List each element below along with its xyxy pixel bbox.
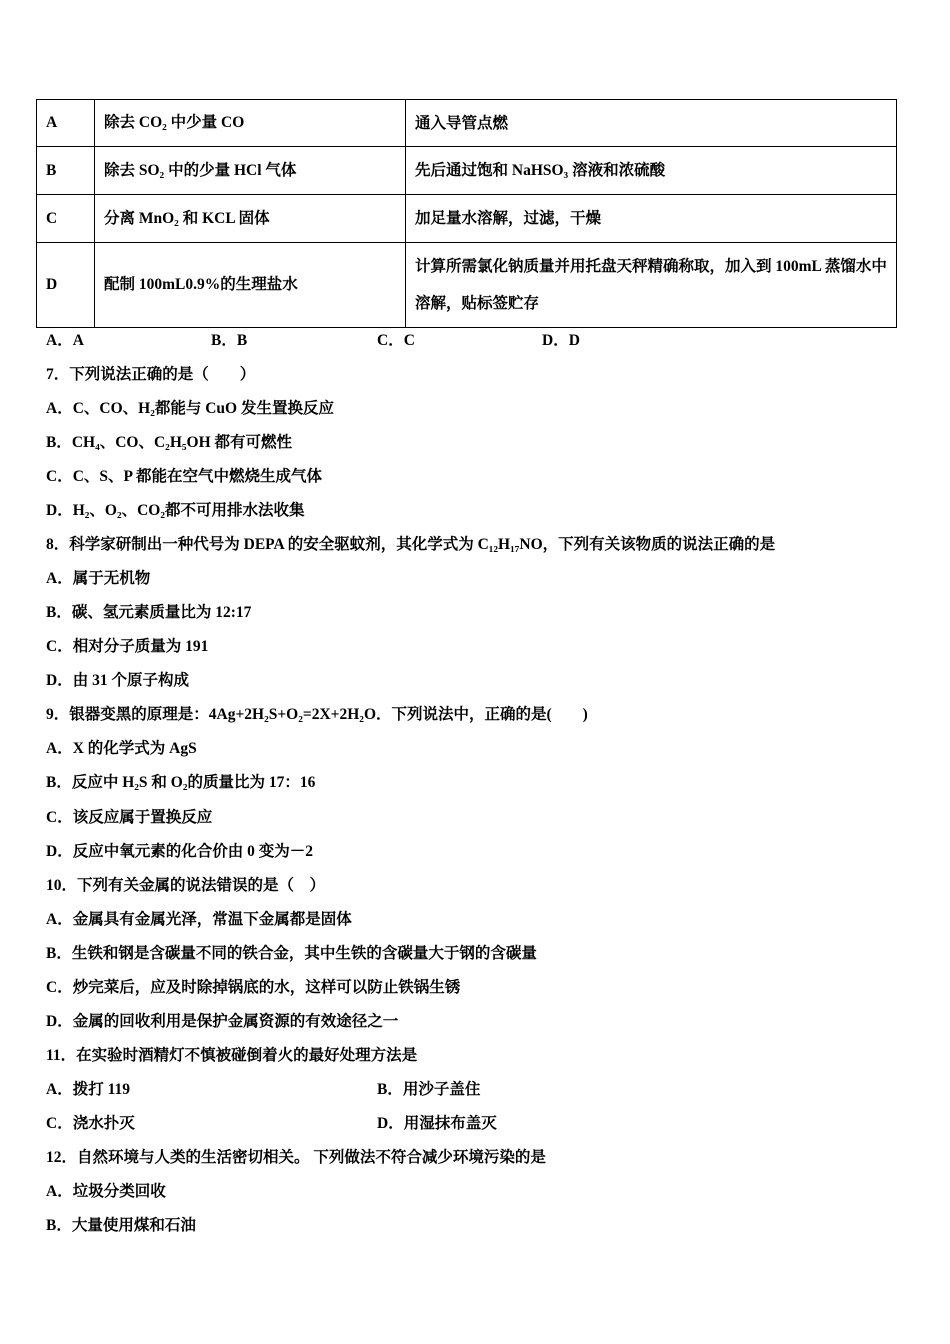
q7-option-d: D．H₂、O₂、CO₂都不可用排水法收集: [46, 502, 305, 519]
row-key: B: [37, 147, 95, 195]
row-method: 通入导管点燃: [406, 100, 897, 147]
row-purpose: 除去 CO₂ 中少量 CO: [95, 100, 406, 147]
q6-option-c: C．C: [377, 332, 415, 349]
q9-option-d: D．反应中氧元素的化合价由 0 变为－2: [46, 843, 313, 860]
q11-stem: 11．在实验时酒精灯不慎被碰倒着火的最好处理方法是: [46, 1047, 418, 1064]
q11-option-a: A．拨打 119: [46, 1081, 130, 1098]
row-purpose: 分离 MnO₂ 和 KCL 固体: [95, 195, 406, 243]
row-key: A: [37, 100, 95, 147]
row-key: C: [37, 195, 95, 243]
row-key: D: [37, 243, 95, 328]
q10-option-b: B．生铁和钢是含碳量不同的铁合金，其中生铁的含碳量大于钢的含碳量: [46, 945, 537, 962]
q12-option-b: B．大量使用煤和石油: [46, 1217, 196, 1234]
q11-option-d: D．用湿抹布盖灭: [377, 1115, 497, 1132]
q9-stem: 9．银器变黑的原理是：4Ag+2H₂S+O₂=2X+2H₂O．下列说法中，正确的是( ): [46, 706, 588, 723]
row-method: 计算所需氯化钠质量并用托盘天秤精确称取，加入到 100mL 蒸馏水中溶解，贴标签贮存: [406, 243, 897, 328]
q8-option-c: C．相对分子质量为 191: [46, 638, 209, 655]
q11-option-c: C．浇水扑灭: [46, 1115, 135, 1132]
options-table: [36, 99, 897, 328]
q10-option-d: D．金属的回收利用是保护金属资源的有效途径之一: [46, 1013, 399, 1030]
row-method: 加足量水溶解，过滤，干燥: [406, 195, 897, 243]
table-row: [37, 195, 897, 243]
q10-option-c: C．炒完菜后，应及时除掉锅底的水，这样可以防止铁锅生锈: [46, 979, 461, 996]
q7-option-a: A．C、CO、H₂都能与 CuO 发生置换反应: [46, 400, 334, 417]
table-row: [37, 147, 897, 195]
q9-option-a: A．X 的化学式为 AgS: [46, 740, 197, 757]
q8-option-a: A．属于无机物: [46, 570, 151, 587]
q6-option-a: A．A: [46, 332, 84, 349]
q9-option-b: B．反应中 H₂S 和 O₂的质量比为 17：16: [46, 774, 316, 791]
q6-option-b: B．B: [211, 332, 248, 349]
q7-stem: 7．下列说法正确的是（ ）: [46, 366, 256, 383]
q11-option-b: B．用沙子盖住: [377, 1081, 481, 1098]
q7-option-b: B．CH₄、CO、C₂H₅OH 都有可燃性: [46, 434, 293, 451]
row-method: 先后通过饱和 NaHSO₃ 溶液和浓硫酸: [406, 147, 897, 195]
q8-stem: 8．科学家研制出一种代号为 DEPA 的安全驱蚊剂，其化学式为 C₁₂H₁₇NO，下列有关该物质的说法正确的是: [46, 536, 776, 553]
q7-option-c: C．C、S、P 都能在空气中燃烧生成气体: [46, 468, 322, 485]
table-row: [37, 100, 897, 147]
q10-stem: 10．下列有关金属的说法错误的是（ ）: [46, 877, 326, 894]
q12-stem: 12．自然环境与人类的生活密切相关。 下列做法不符合减少环境污染的是: [46, 1149, 546, 1166]
q8-option-b: B．碳、氢元素质量比为 12:17: [46, 604, 252, 621]
q10-option-a: A．金属具有金属光泽，常温下金属都是固体: [46, 911, 352, 928]
row-purpose: 除去 SO₂ 中的少量 HCl 气体: [95, 147, 406, 195]
q9-option-c: C．该反应属于置换反应: [46, 809, 213, 826]
row-purpose: 配制 100mL0.9%的生理盐水: [95, 243, 406, 328]
q8-option-d: D．由 31 个原子构成: [46, 672, 189, 689]
q12-option-a: A．垃圾分类回收: [46, 1183, 166, 1200]
q6-option-d: D．D: [542, 332, 580, 349]
table-row: [37, 243, 897, 328]
